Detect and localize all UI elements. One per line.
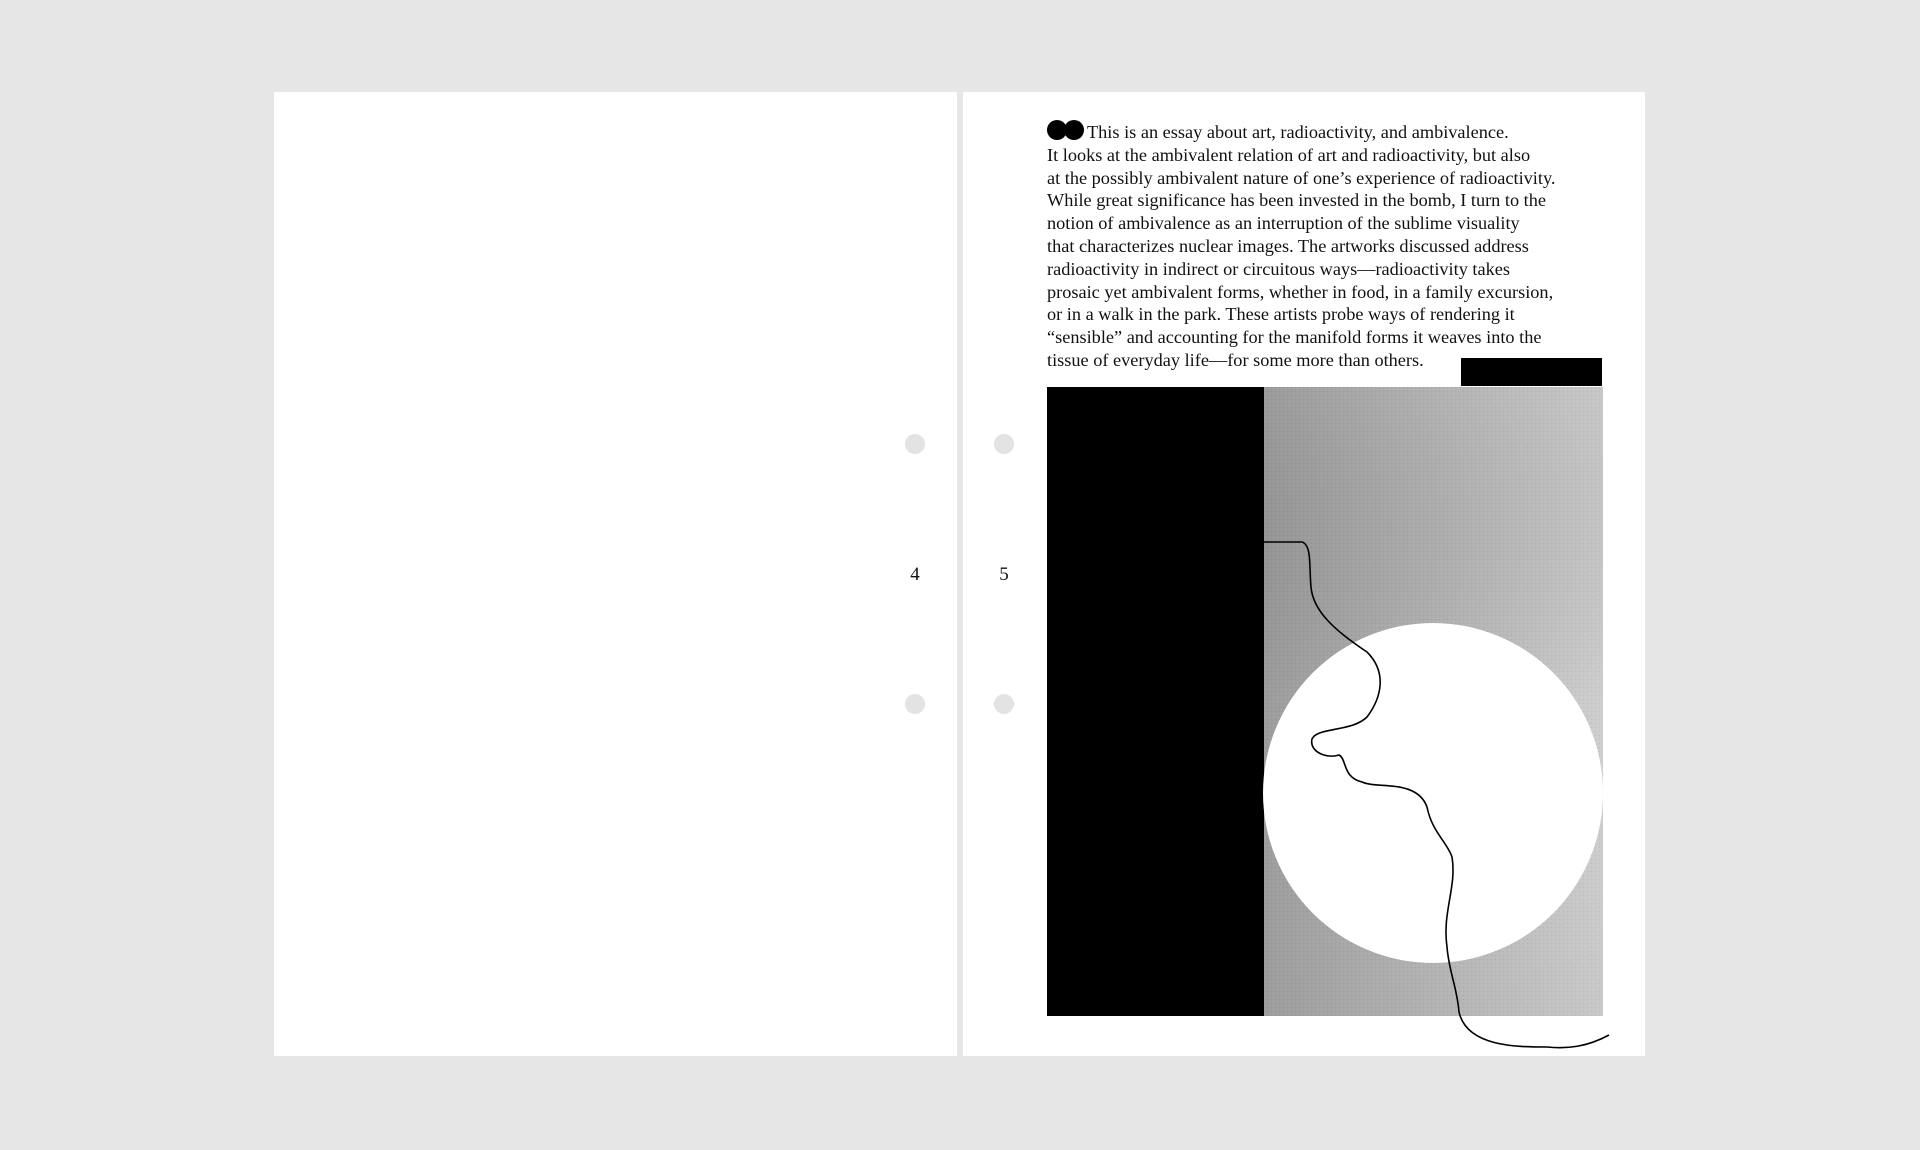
essay-line-4: While great significance has been invested in the bomb, I turn to the bbox=[1047, 190, 1547, 211]
essay-line-10: “sensible” and accounting for the manifold forms it weaves into the bbox=[1047, 327, 1542, 348]
essay-line-11: tissue of everyday life—for some more than others. bbox=[1047, 349, 1424, 370]
page-number-right: 5 bbox=[999, 564, 1009, 585]
essay-line-5: notion of ambivalence as an interruption of the sublime visuality bbox=[1047, 213, 1520, 234]
essay-line-6: that characterizes nuclear images. The artworks discussed address bbox=[1047, 235, 1529, 256]
left-page bbox=[274, 92, 957, 1056]
essay-line-9: or in a walk in the park. These artists probe ways of rendering it bbox=[1047, 304, 1515, 325]
essay-paragraph bbox=[1047, 120, 1617, 372]
binder-hole-bottom-right bbox=[994, 694, 1014, 714]
binder-hole-bottom-left bbox=[905, 694, 925, 714]
redaction-bar bbox=[1461, 358, 1602, 386]
white-circle bbox=[1263, 623, 1603, 963]
artwork-image bbox=[1047, 387, 1603, 1016]
essay-line-8: prosaic yet ambivalent forms, whether in food, in a family excursion, bbox=[1047, 281, 1554, 302]
artwork-graphic bbox=[1047, 387, 1603, 1016]
page-number-left: 4 bbox=[910, 564, 920, 585]
double-black-dot-icon bbox=[1047, 120, 1085, 140]
binder-hole-top-right bbox=[994, 434, 1014, 454]
black-panel bbox=[1047, 387, 1264, 1016]
essay-line-3: at the possibly ambivalent nature of one’s experience of radioactivity. bbox=[1047, 167, 1556, 188]
essay-line-2: It looks at the ambivalent relation of art and radioactivity, but also bbox=[1047, 144, 1531, 165]
right-page bbox=[963, 92, 1645, 1056]
binder-hole-top-left bbox=[905, 434, 925, 454]
essay-line-1: This is an essay about art, radioactivity, and ambivalence. bbox=[1047, 120, 1617, 144]
essay-line-7: radioactivity in indirect or circuitous ways—radioactivity takes bbox=[1047, 258, 1510, 279]
